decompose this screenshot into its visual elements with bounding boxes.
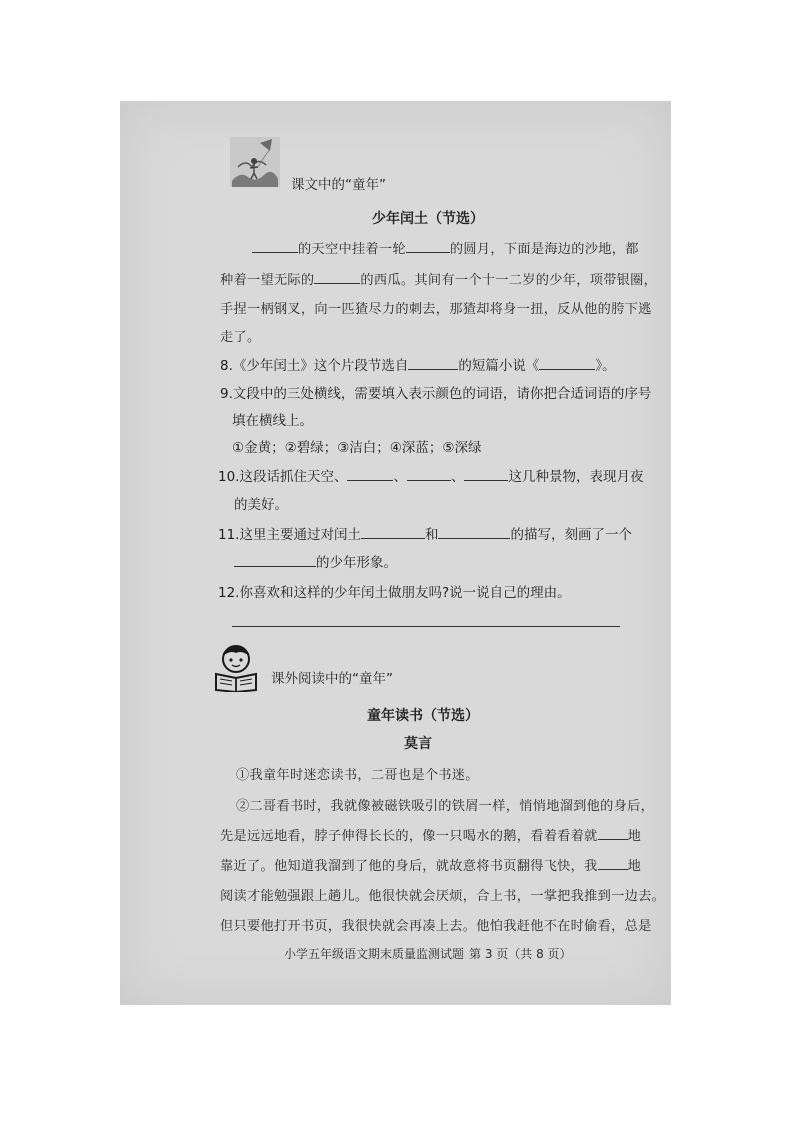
question-9-options: ①金黄；②碧绿；③洁白；④深蓝；⑤深绿 — [232, 440, 482, 456]
section1-heading: 课文中的“童年” — [291, 177, 386, 193]
passage1-line2: 种着一望无际的 的西瓜。其间有一个十一二岁的少年，项带银圈， — [220, 273, 658, 288]
answer-blank[interactable] — [361, 526, 425, 539]
section2-heading: 课外阅读中的“童年” — [271, 671, 393, 687]
answer-blank[interactable] — [438, 526, 510, 539]
section1-illustration — [230, 137, 280, 187]
fill-blank[interactable] — [406, 240, 450, 253]
passage2-para2-line5: 但只要他打开书页，我很快就会再凑上去。他怕我赶他不在时偷看，总是 — [220, 919, 652, 934]
answer-line[interactable] — [232, 626, 620, 627]
fill-blank[interactable] — [314, 271, 360, 284]
section2-illustration — [212, 642, 260, 692]
question-9-line1: 9.文段中的三处横线，需要填入表示颜色的词语，请你把合适词语的序号 — [220, 386, 652, 402]
passage1-title: 少年闰土（节选） — [372, 211, 484, 227]
passage2-title: 童年读书（节选） — [367, 708, 479, 724]
passage1-line3: 手捏一柄钢叉，向一匹猹尽力的刺去，那猹却将身一扭，反从他的胯下逃 — [220, 302, 652, 317]
answer-blank[interactable] — [408, 357, 458, 370]
passage2-para2-line3: 靠近了。他知道我溜到了他的身后，就故意将书页翻得飞快，我 地 — [220, 859, 642, 874]
answer-blank[interactable] — [464, 468, 508, 481]
answer-blank[interactable] — [234, 554, 316, 567]
footer-exam-title: 小学五年级语文期末质量监测试题 — [284, 947, 465, 961]
answer-blank[interactable] — [539, 357, 595, 370]
question-8: 8.《少年闰土》这个片段节选自 的短篇小说《 》。 — [220, 358, 616, 374]
reading-child-icon — [212, 642, 260, 692]
fill-blank[interactable] — [598, 827, 628, 840]
fill-blank[interactable] — [598, 857, 628, 870]
answer-blank[interactable] — [347, 468, 393, 481]
passage2-author: 莫言 — [404, 736, 432, 752]
answer-blank[interactable] — [407, 468, 451, 481]
question-12: 12.你喜欢和这样的少年闰土做朋友吗?说一说自己的理由。 — [218, 585, 571, 601]
passage2-para1: ①我童年时迷恋读书，二哥也是个书迷。 — [236, 768, 479, 783]
question-10: 10.这段话抓住天空、 、 、 这几种景物，表现月夜 — [218, 469, 644, 485]
passage1-line1: 的天空中挂着一轮 的圆月，下面是海边的沙地，都 — [252, 238, 639, 257]
footer-page-number: 第 3 页（共 8 页） — [469, 947, 572, 961]
question-11-line2: 的少年形象。 — [234, 551, 397, 571]
passage1-line4: 走了。 — [220, 330, 261, 345]
kite-child-icon — [230, 137, 280, 187]
question-9-line2: 填在横线上。 — [232, 413, 313, 429]
question-10-line2: 的美好。 — [234, 497, 288, 513]
passage2-para2-line1: ②二哥看书时，我就像被磁铁吸引的铁屑一样，悄悄地溜到他的身后， — [236, 799, 655, 814]
passage2-para2-line2: 先是远远地看，脖子伸得长长的，像一只喝水的鹅，看着看着就 地 — [220, 829, 642, 844]
fill-blank[interactable] — [252, 240, 298, 253]
passage2-para2-line4: 阅读才能勉强跟上趟儿。他很快就会厌烦，合上书，一掌把我推到一边去。 — [220, 889, 666, 904]
question-11: 11.这里主要通过对闰土 和 的描写，刻画了一个 — [218, 527, 632, 543]
